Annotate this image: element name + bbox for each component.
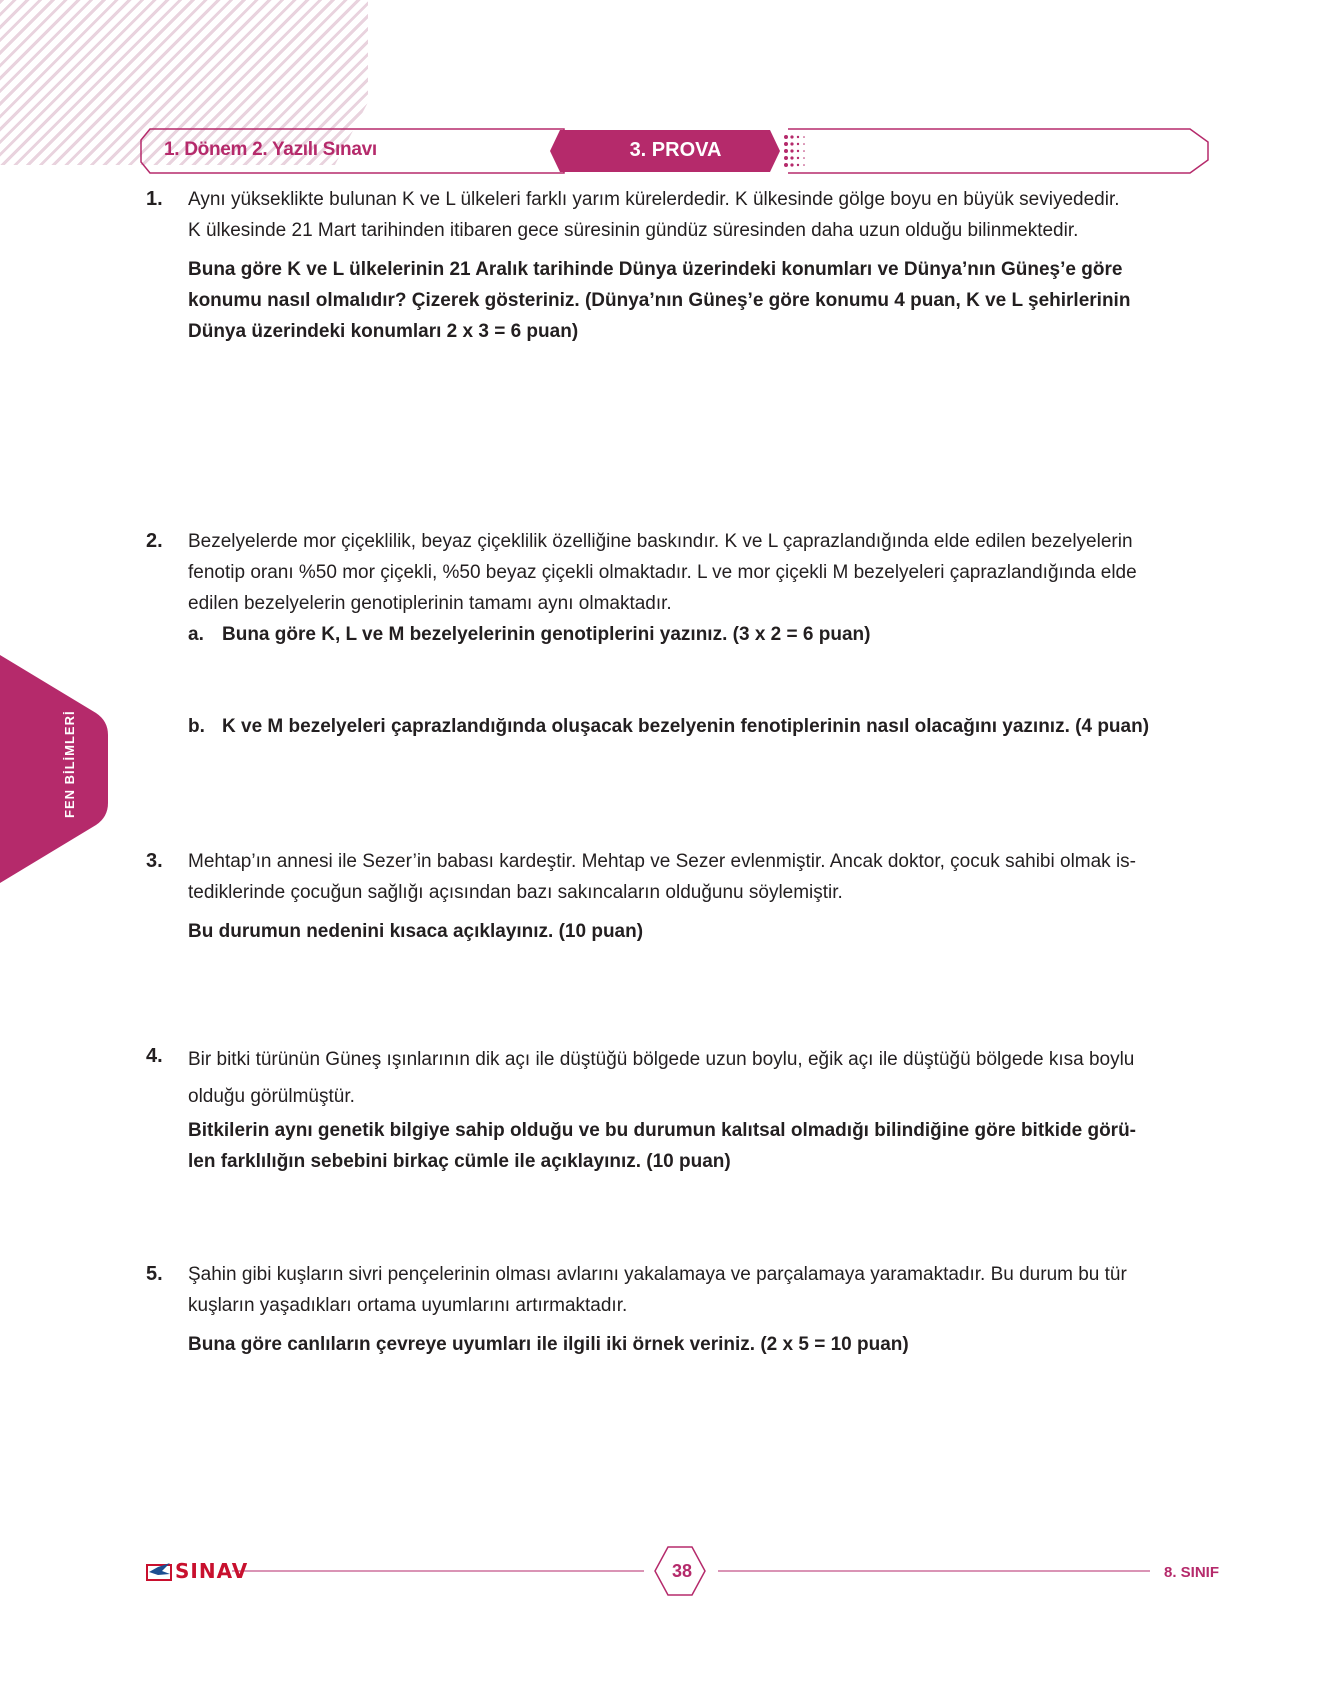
question-prompt: konumu nasıl olmalıdır? Çizerek gösteriniz. (Dünya’nın Güneş’e göre konumu 4 puan, K ve L şehirlerinin	[188, 290, 1131, 311]
question-number: 4.	[146, 1045, 163, 1067]
question-prompt: Dünya üzerindeki konumları 2 x 3 = 6 puan)	[188, 321, 579, 342]
question-prompt: Buna göre K ve L ülkelerinin 21 Aralık tarihinde Dünya üzerindeki konumları ve Dünya’nın Güneş’e göre	[188, 259, 1123, 280]
sub-question-b	[188, 711, 1221, 742]
sub-question-text: Buna göre K, L ve M bezelyelerinin genotiplerini yazınız. (3 x 2 = 6 puan)	[222, 624, 871, 645]
question-prompt: Buna göre canlıların çevreye uyumları ile ilgili iki örnek veriniz. (2 x 5 = 10 puan)	[188, 1334, 909, 1355]
brand-logo	[146, 1559, 248, 1583]
subject-label: FEN BİLİMLERİ	[62, 710, 77, 818]
question-number: 2.	[146, 530, 163, 552]
brand-name: SINAV	[175, 1559, 249, 1583]
sub-question-text: K ve M bezelyeleri çaprazlandığında oluşacak bezelyenin fenotiplerinin nasıl olacağını yazınız. (4 puan)	[222, 716, 1150, 737]
sub-question-a	[188, 619, 1221, 650]
question-1	[146, 184, 1221, 347]
question-3	[146, 846, 1221, 947]
question-text: olduğu görülmüştür.	[188, 1086, 355, 1107]
question-number: 3.	[146, 850, 163, 872]
question-text: Bir bitki türünün Güneş ışınlarının dik açı ile düştüğü bölgede uzun boylu, eğik açı ile düştüğü bölgede kısa boylu	[188, 1049, 1135, 1070]
question-4	[146, 1041, 1221, 1177]
question-prompt: Bitkilerin aynı genetik bilgiye sahip olduğu ve bu durumun kalıtsal olmadığı bilindiğine göre bitkide görü-	[188, 1120, 1136, 1141]
question-prompt: Bu durumun nedenini kısaca açıklayınız. (10 puan)	[188, 921, 644, 942]
question-number: 1.	[146, 188, 163, 210]
question-text: tediklerinde çocuğun sağlığı açısından bazı sakıncaların olduğunu söylemiştir.	[188, 882, 843, 903]
page-number: 38	[671, 1561, 693, 1581]
question-text: edilen bezelyelerin genotiplerinin tamamı aynı olmaktadır.	[188, 593, 672, 614]
prova-label: 3. PROVA	[629, 139, 722, 161]
question-text: fenotip oranı %50 mor çiçekli, %50 beyaz çiçekli olmaktadır. L ve mor çiçekli M bezelyeleri çaprazlandığında elde	[188, 562, 1137, 583]
grade-label: 8. SINIF	[1163, 1564, 1219, 1581]
question-text: Şahin gibi kuşların sivri pençelerinin olması avlarını yakalamaya ve parçalamaya yaramaktadır. Bu durum bu tür	[188, 1264, 1127, 1285]
question-text: Aynı yükseklikte bulunan K ve L ülkeleri farklı yarım kürelerdedir. K ülkesinde gölge boyu en büyük seviyededir.	[188, 189, 1120, 210]
question-text: Bezelyelerde mor çiçeklilik, beyaz çiçeklilik özelliğine baskındır. K ve L çaprazlandığında elde edilen bezelyelerin	[188, 531, 1133, 552]
question-text: kuşların yaşadıkları ortama uyumlarını artırmaktadır.	[188, 1295, 628, 1316]
question-number: 5.	[146, 1263, 163, 1285]
side-tab	[0, 655, 110, 885]
question-5	[146, 1259, 1221, 1360]
question-text: K ülkesinde 21 Mart tarihinden itibaren gece süresinin gündüz süresinden daha uzun olduğu bilinmektedir.	[188, 220, 1079, 241]
sub-question-label: a.	[188, 624, 204, 645]
question-2	[146, 526, 1221, 742]
question-text: Mehtap’ın annesi ile Sezer’in babası kardeştir. Mehtap ve Sezer evlenmiştir. Ancak doktor, çocuk sahibi olmak is-	[188, 851, 1137, 872]
sub-question-label: b.	[188, 716, 205, 737]
exam-title: 1. Dönem 2. Yazılı Sınavı	[164, 139, 377, 160]
question-prompt: len farklılığın sebebini birkaç cümle ile açıklayınız. (10 puan)	[188, 1151, 731, 1172]
halftone-dots	[784, 135, 805, 167]
bird-logo-icon	[146, 1560, 172, 1582]
